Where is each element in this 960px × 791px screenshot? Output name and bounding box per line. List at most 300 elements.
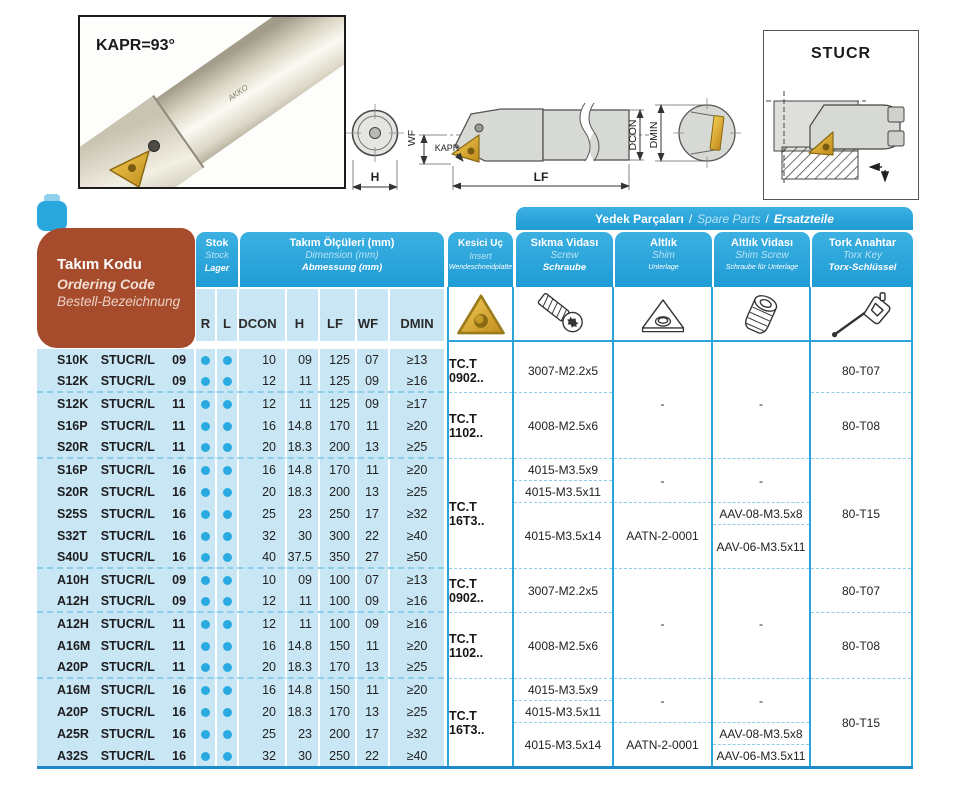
screw-cell: 4015-M3.5x11 (514, 481, 612, 503)
wf-value: 09 (357, 613, 390, 635)
stock-l-dot (217, 635, 239, 657)
dcon-dim-label: DCON (627, 119, 639, 151)
code-ic: 16 (172, 683, 187, 697)
lf-value: 150 (320, 679, 357, 701)
table-row (37, 371, 444, 393)
ordering-code (37, 525, 196, 547)
ordering-code (37, 569, 196, 591)
col-wf-label: WF (357, 289, 390, 341)
insert-tr: Kesici Uç (457, 238, 504, 249)
spares-en: Spare Parts (697, 211, 761, 226)
torx-cell: 80-T07 (811, 349, 911, 393)
shim-screw-tr: Altlık Vidası (730, 237, 794, 249)
torx-en: Torx Key (842, 250, 883, 261)
h-value: 09 (287, 349, 320, 371)
screw-cell: 3007-M2.2x5 (514, 569, 612, 613)
table-row (37, 635, 444, 657)
code-ic: 16 (172, 485, 187, 499)
insert-en: Insert (469, 251, 492, 261)
ordering-code (37, 679, 196, 701)
code-ic: 16 (172, 727, 187, 741)
stock-de: Lager (204, 263, 230, 273)
lf-value: 200 (320, 437, 357, 457)
grid-line (447, 287, 449, 767)
stock-header (196, 232, 238, 287)
ordering-code (37, 635, 196, 657)
dmin-value: ≥17 (406, 397, 428, 411)
shim-screw-cell: - (713, 349, 809, 459)
dimension-letters-band (196, 289, 444, 341)
insert-icon (455, 291, 507, 337)
dmin-value: ≥25 (406, 660, 428, 674)
torx-key-header (812, 232, 913, 287)
screw-cell: 4015-M3.5x9 (514, 459, 612, 481)
stock-r-dot (196, 459, 217, 481)
table-row (37, 679, 444, 701)
wf-value: 11 (357, 679, 390, 701)
h-value: 37.5 (287, 547, 320, 567)
shim-screw-column (713, 349, 809, 767)
dcon-value: 20 (239, 437, 287, 457)
ordering-code (37, 503, 196, 525)
dcon-value: 12 (239, 613, 287, 635)
stock-r-dot (196, 547, 217, 567)
shim-screw-de: Schraube für Unterlage (725, 264, 799, 271)
stock-l-dot (217, 349, 239, 371)
style-name: STUCR (810, 45, 872, 62)
dcon-value: 20 (239, 481, 287, 503)
kapr-dim-label: KAPR (434, 143, 460, 153)
table-row (37, 349, 444, 371)
ordering-code (37, 437, 196, 457)
h-value: 14.8 (287, 459, 320, 481)
lf-value: 100 (320, 591, 357, 611)
h-value: 30 (287, 745, 320, 767)
code-ic: 11 (172, 440, 186, 454)
h-value: 18.3 (287, 701, 320, 723)
stock-l-dot (217, 591, 239, 611)
ordering-code (37, 371, 196, 391)
dmin-value: ≥25 (406, 440, 428, 454)
table-row (37, 481, 444, 503)
dmin-value: ≥40 (406, 529, 428, 543)
code-ic: 11 (172, 660, 186, 674)
side-view (406, 103, 707, 190)
ordering-code (37, 591, 196, 611)
table-row (37, 613, 444, 635)
dimensions-header (240, 232, 444, 287)
dcon-value: 25 (239, 723, 287, 745)
lf-value: 200 (320, 723, 357, 745)
table-row (37, 569, 444, 591)
screw-cell: 3007-M2.2x5 (514, 349, 612, 393)
dims-de: Abmessung (mm) (301, 262, 383, 273)
dmin-value: ≥25 (406, 485, 428, 499)
stock-r-dot (196, 635, 217, 657)
h-value: 18.3 (287, 437, 320, 457)
code-size: A32S (57, 749, 89, 763)
code-type: STUCR/L (100, 749, 155, 763)
shim-cell: - (614, 679, 711, 723)
grid-line (711, 287, 713, 767)
dims-tr: Takım Ölçüleri (mm) (289, 237, 395, 249)
dmin-value: ≥32 (406, 507, 428, 521)
stock-en: Stock (205, 250, 229, 261)
dcon-value: 16 (239, 635, 287, 657)
spares-tr: Yedek Parçaları (595, 211, 684, 226)
lf-value: 170 (320, 415, 357, 437)
lf-value: 125 (320, 393, 357, 415)
code-size: S12K (57, 374, 89, 388)
lf-value: 170 (320, 459, 357, 481)
slash: / (765, 211, 769, 226)
dcon-value: 12 (239, 371, 287, 391)
h-value: 09 (287, 569, 320, 591)
stock-l-dot (217, 569, 239, 591)
dmin-value: ≥40 (406, 749, 428, 763)
lf-value: 100 (320, 613, 357, 635)
h-value: 30 (287, 525, 320, 547)
lf-value: 300 (320, 525, 357, 547)
stock-l-dot (217, 657, 239, 677)
code-size: A16M (57, 683, 91, 697)
shim-screw-cell: AAV-06-M3.5x11 (713, 525, 809, 569)
ordering-code (37, 459, 196, 481)
dcon-value: 20 (239, 657, 287, 677)
grid-line (809, 287, 811, 767)
spare-parts-band (516, 207, 913, 230)
lf-value: 100 (320, 569, 357, 591)
wf-value: 17 (357, 723, 390, 745)
dmin-dim-label: DMIN (648, 121, 660, 149)
grid-line (612, 287, 614, 767)
code-type: STUCR/L (100, 660, 155, 674)
code-type: STUCR/L (100, 683, 155, 697)
screw-cell: 4008-M2.5x6 (514, 613, 612, 679)
stock-r-dot (196, 371, 217, 391)
code-type: STUCR/L (100, 507, 155, 521)
col-dcon-label: DCON (239, 289, 287, 341)
code-size: A25R (57, 727, 89, 741)
wf-value: 09 (357, 371, 390, 391)
code-type: STUCR/L (100, 419, 155, 433)
stock-l-dot (217, 679, 239, 701)
front-view (673, 98, 741, 168)
table-row (37, 701, 444, 723)
dimension-drawing (343, 78, 747, 200)
shim-en: Shim (652, 250, 675, 261)
shim-screw-header (714, 232, 810, 287)
ordering-code (37, 415, 196, 437)
style-box (763, 30, 919, 200)
shim-screw-cell: AAV-06-M3.5x11 (716, 749, 806, 763)
ordering-code (37, 481, 196, 503)
table-row (37, 459, 444, 481)
code-size: A10H (57, 573, 89, 587)
torx-tr: Tork Anahtar (828, 237, 897, 249)
h-value: 18.3 (287, 481, 320, 503)
dmin-value: ≥25 (406, 705, 428, 719)
h-value: 18.3 (287, 657, 320, 677)
screw-cell: 4008-M2.5x6 (514, 393, 612, 459)
stock-l-dot (217, 415, 239, 437)
dcon-value: 32 (239, 745, 287, 767)
dims-en: Dimension (mm) (305, 250, 379, 261)
stock-l-dot (217, 547, 239, 567)
shim-column (614, 349, 711, 767)
stock-l-dot (217, 525, 239, 547)
shim-cell: AATN-2-0001 (626, 738, 699, 752)
table-row (37, 547, 444, 569)
dmin-value: ≥16 (406, 617, 428, 631)
dmin-value: ≥13 (406, 573, 428, 587)
code-size: S16P (57, 463, 88, 477)
tool-table-body (37, 349, 444, 767)
code-type: STUCR/L (100, 529, 155, 543)
code-type: STUCR/L (100, 727, 155, 741)
code-type: STUCR/L (100, 639, 155, 653)
stock-l-dot (217, 503, 239, 525)
col-lf-label: LF (320, 289, 357, 341)
dmin-value: ≥32 (406, 727, 428, 741)
code-ic: 11 (172, 639, 186, 653)
insert-cell: TC.T 0902.. (449, 349, 512, 393)
ordering-code (37, 723, 196, 745)
kapr-angle-label: KAPR=93° (96, 37, 175, 54)
ordering-code (37, 393, 196, 415)
code-ic: 11 (172, 419, 186, 433)
shim-de: Unterlage (648, 264, 679, 271)
ordering-code (37, 745, 196, 767)
lf-value: 250 (320, 503, 357, 525)
h-value: 11 (287, 591, 320, 611)
insert-icon-cell (449, 287, 512, 340)
screw-cell: 4015-M3.5x14 (524, 738, 602, 752)
wf-value: 11 (357, 459, 390, 481)
code-size: S16P (57, 419, 88, 433)
code-type: STUCR/L (100, 353, 155, 367)
dcon-value: 20 (239, 701, 287, 723)
stock-r-dot (196, 679, 217, 701)
dcon-value: 12 (239, 393, 287, 415)
stock-r-dot (196, 657, 217, 677)
dcon-value: 40 (239, 547, 287, 567)
stock-r-dot (196, 701, 217, 723)
dmin-value: ≥13 (406, 353, 428, 367)
ordering-code (37, 657, 196, 677)
code-size: S20R (57, 440, 89, 454)
code-size: A20P (57, 660, 89, 674)
wf-value: 22 (357, 525, 390, 547)
screw-header (516, 232, 613, 287)
torx-cell: 80-T08 (811, 613, 911, 679)
stock-r-dot (196, 613, 217, 635)
code-ic: 11 (172, 397, 186, 411)
insert-column (449, 349, 512, 767)
code-type: STUCR/L (100, 617, 155, 631)
screw-icon-cell (514, 287, 612, 340)
table-row (37, 591, 444, 613)
torx-cell: 80-T15 (811, 459, 911, 569)
stock-l-dot (217, 371, 239, 391)
lf-value: 150 (320, 635, 357, 657)
dmin-value: ≥16 (406, 594, 428, 608)
stock-r-dot (196, 723, 217, 745)
code-ic: 16 (172, 749, 187, 763)
code-size: A12H (57, 594, 89, 608)
end-view (346, 104, 404, 190)
h-value: 11 (287, 371, 320, 391)
code-size: A20P (57, 705, 89, 719)
code-size: A16M (57, 639, 91, 653)
code-type: STUCR/L (100, 573, 155, 587)
torx-key-icon-cell (811, 287, 911, 340)
col-dmin-label: DMIN (400, 315, 434, 331)
insert-de: Wendeschneidplatte (448, 264, 513, 271)
h-value: 14.8 (287, 679, 320, 701)
stock-r-dot (196, 525, 217, 547)
wf-value: 22 (357, 745, 390, 767)
code-ic: 16 (172, 705, 187, 719)
screw-column (514, 349, 612, 767)
dcon-value: 12 (239, 591, 287, 611)
table-row (37, 415, 444, 437)
code-ic: 09 (172, 374, 187, 388)
table-row (37, 745, 444, 767)
dmin-value: ≥50 (406, 550, 428, 564)
clamp-screw-dot (149, 141, 160, 152)
stock-l-dot (217, 723, 239, 745)
ordering-code (37, 701, 196, 723)
table-row (37, 657, 444, 679)
code-type: STUCR/L (100, 397, 155, 411)
stock-r-dot (196, 503, 217, 525)
code-size: S10K (57, 353, 89, 367)
shim-cell: AATN-2-0001 (614, 503, 711, 569)
dcon-value: 16 (239, 679, 287, 701)
shim-cell: - (614, 569, 711, 679)
grid-line (911, 287, 913, 767)
wf-dim-label: WF (406, 129, 418, 147)
stock-l-dot (217, 745, 239, 767)
insert-cell: TC.T 1102.. (449, 393, 512, 459)
insert-cell: TC.T 1102.. (449, 613, 512, 679)
grid-line (447, 340, 913, 342)
stock-l-dot (217, 701, 239, 723)
insert-header (448, 232, 513, 287)
screw-tr: Sıkma Vidası (530, 237, 599, 249)
code-size: S32T (57, 529, 87, 543)
insert-cell: TC.T 16T3.. (449, 709, 485, 737)
ordering-code (37, 613, 196, 635)
table-row (37, 503, 444, 525)
code-ic: 09 (172, 353, 187, 367)
shim-tr: Altlık (650, 237, 677, 249)
stock-r-dot (196, 349, 217, 371)
code-type: STUCR/L (100, 440, 155, 454)
stock-r-dot (196, 569, 217, 591)
h-value: 14.8 (287, 635, 320, 657)
shim-cell: - (614, 459, 711, 503)
code-size: S20R (57, 485, 89, 499)
h-value: 23 (287, 503, 320, 525)
grid-line (512, 287, 514, 767)
code-size: A12H (57, 617, 89, 631)
code-ic: 11 (172, 617, 186, 631)
wf-value: 11 (357, 635, 390, 657)
stock-r-dot (196, 745, 217, 767)
lf-value: 350 (320, 547, 357, 567)
stock-r-dot (196, 415, 217, 437)
code-ic: 16 (172, 550, 187, 564)
shim-screw-cell: - (713, 679, 809, 723)
dmin-value: ≥20 (406, 683, 428, 697)
spares-de: Ersatzteile (773, 211, 834, 226)
wf-value: 07 (357, 349, 390, 371)
wf-value: 09 (357, 393, 390, 415)
dmin-value: ≥20 (406, 463, 428, 477)
code-ic: 16 (172, 507, 187, 521)
wf-value: 13 (357, 701, 390, 723)
shim-screw-icon (736, 290, 786, 338)
ordering-code-header (37, 228, 195, 348)
dcon-value: 10 (239, 349, 287, 371)
code-size: S12K (57, 397, 89, 411)
tool-photo (78, 15, 346, 189)
code-header-de: Bestell-Bezeichnung (57, 294, 181, 309)
lf-value: 125 (320, 349, 357, 371)
dcon-value: 16 (239, 459, 287, 481)
code-type: STUCR/L (100, 705, 155, 719)
h-dim-label: H (370, 170, 380, 184)
code-size: S40U (57, 550, 89, 564)
ordering-code (37, 547, 196, 567)
stock-r-dot (196, 481, 217, 503)
dcon-value: 10 (239, 569, 287, 591)
screw-de: Schraube (542, 262, 587, 273)
table-row (37, 525, 444, 547)
lf-value: 125 (320, 371, 357, 391)
stock-r-dot (196, 437, 217, 457)
col-r-label: R (196, 289, 217, 341)
torx-de: Torx-Schlüssel (828, 262, 897, 273)
table-bottom-border (37, 766, 913, 769)
shim-screw-en: Shim Screw (735, 250, 789, 261)
lf-value: 250 (320, 745, 357, 767)
code-ic: 09 (172, 573, 187, 587)
torx-key-icon (829, 290, 893, 338)
stock-l-dot (217, 613, 239, 635)
torx-cell: 80-T15 (841, 716, 881, 730)
bar-marking-text: AKKO (226, 82, 250, 103)
lf-dim-label: LF (533, 170, 549, 184)
shim-header (615, 232, 712, 287)
col-l-label: L (217, 289, 239, 341)
screw-cell: 4015-M3.5x14 (514, 503, 612, 569)
torx-cell: 80-T08 (811, 393, 911, 459)
ordering-code (37, 349, 196, 371)
wf-value: 27 (357, 547, 390, 567)
shim-screw-cell: - (713, 459, 809, 503)
dmin-value: ≥20 (406, 639, 428, 653)
insert-cell: TC.T 16T3.. (449, 459, 512, 569)
shim-screw-icon-cell (713, 287, 809, 340)
shim-cell: - (614, 349, 711, 459)
wf-value: 13 (357, 481, 390, 503)
dcon-value: 32 (239, 525, 287, 547)
wf-value: 09 (357, 591, 390, 611)
wf-value: 17 (357, 503, 390, 525)
